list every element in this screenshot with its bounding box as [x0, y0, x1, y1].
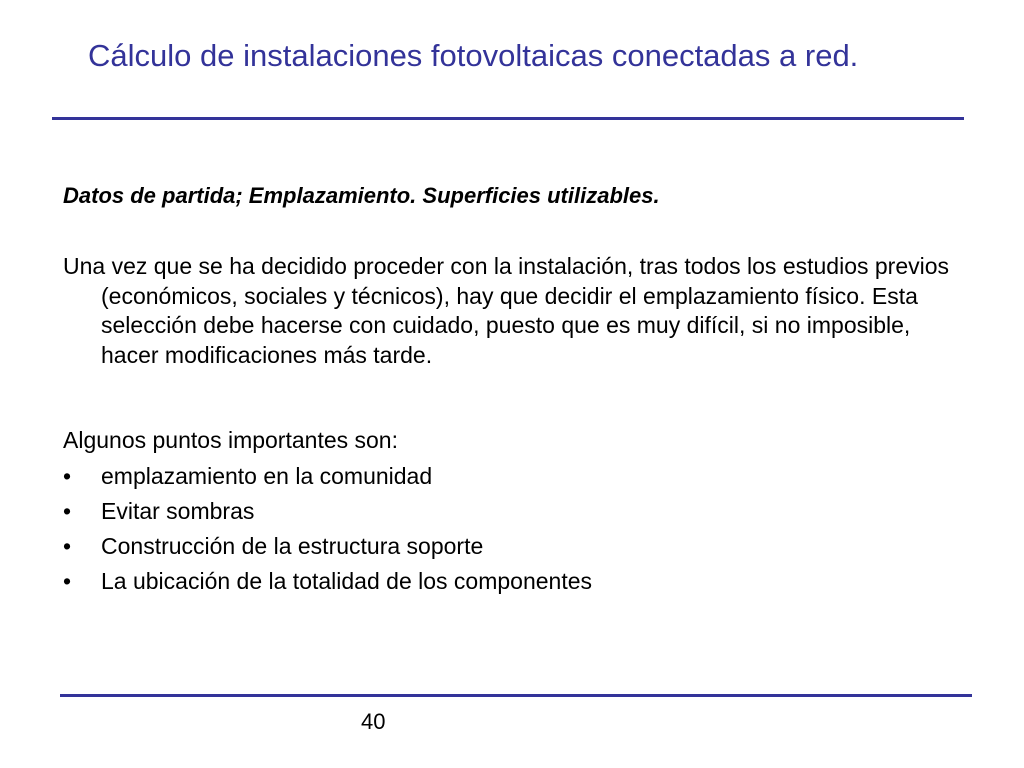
bullet-icon: • — [63, 463, 72, 489]
bullet-icon: • — [63, 568, 72, 594]
footer-divider — [60, 694, 972, 697]
bullet-list — [63, 461, 592, 601]
list-intro: Algunos puntos importantes son: — [63, 427, 398, 453]
list-item-text: emplazamiento en la comunidad — [101, 463, 433, 489]
list-item — [63, 566, 592, 601]
list-item — [63, 461, 592, 496]
page-number: 40 — [361, 709, 386, 734]
list-item-text: La ubicación de la totalidad de los componentes — [101, 568, 593, 594]
list-item-text: Evitar sombras — [101, 498, 255, 524]
bullet-icon: • — [63, 533, 72, 559]
list-item — [63, 496, 592, 531]
list-item — [63, 531, 592, 566]
slide-title: Cálculo de instalaciones fotovoltaicas conectadas a red. — [88, 38, 859, 73]
section-subtitle: Datos de partida; Emplazamiento. Superficies utilizables. — [63, 183, 660, 208]
bullet-icon: • — [63, 498, 72, 524]
body-paragraph: Una vez que se ha decidido proceder con la instalación, tras todos los estudios previos (económicos, sociales y técnicos), hay que decidir el emplazamiento físico. Esta selección debe hacerse con cuidado, puesto que es muy difícil, si no imposible, hacer modificaciones más tarde. — [63, 253, 950, 368]
title-divider — [52, 117, 964, 120]
list-item-text: Construcción de la estructura soporte — [101, 533, 484, 559]
